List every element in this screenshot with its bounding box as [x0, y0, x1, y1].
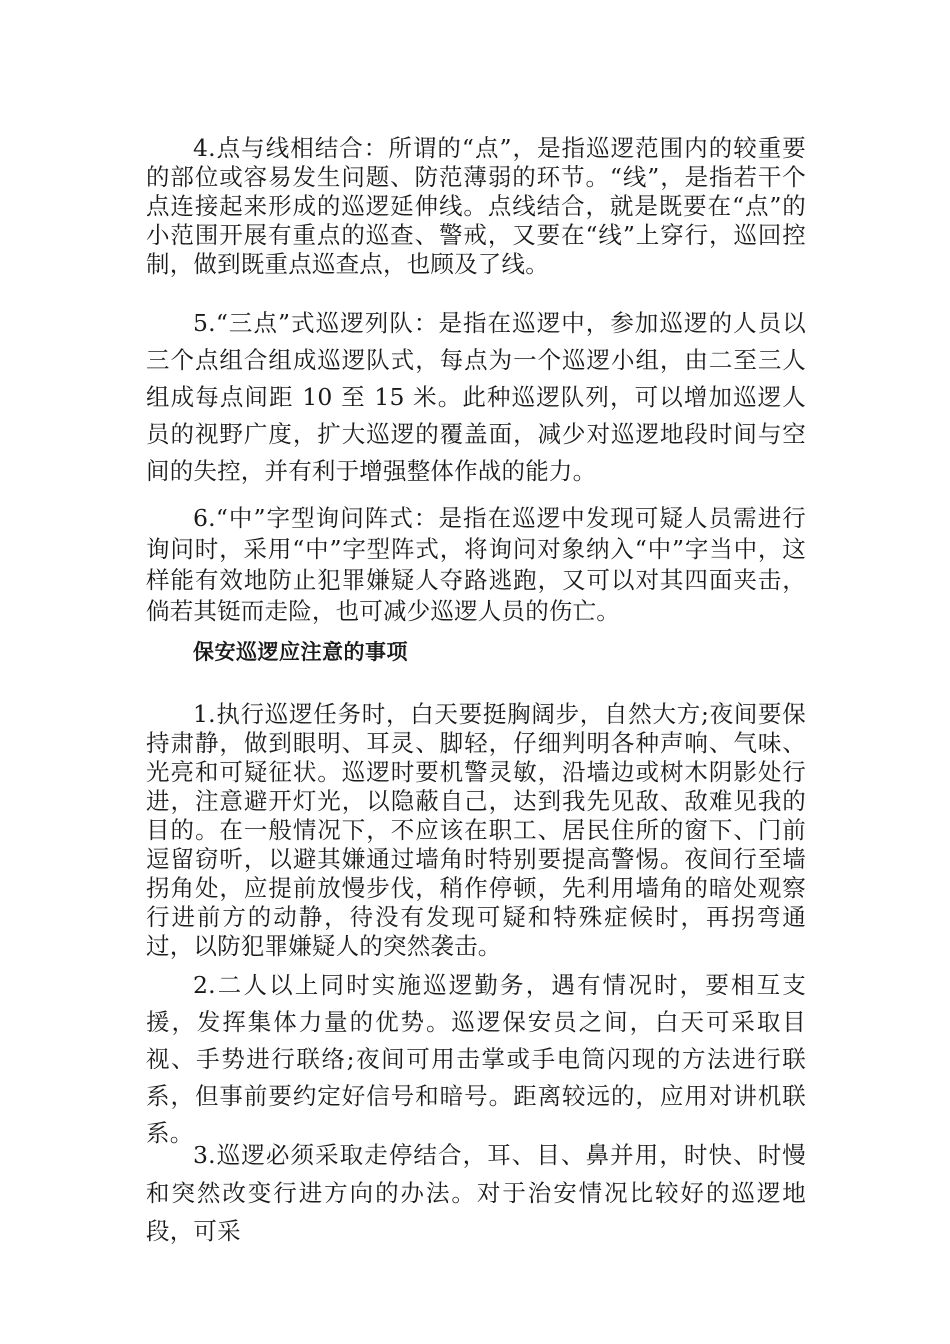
paragraph-team-support: 2.二人以上同时实施巡逻勤务，遇有情况时，要相互支援，发挥集体力量的优势。巡逻保安员之间，白天可采取目视、手势进行联络;夜间可用击掌或手电筒闪现的方法进行联系，但事前要约定好信号和暗号。距离较远的，应用对讲机联系。	[146, 971, 806, 1147]
paragraph-three-point-formation: 5.“三点”式巡逻列队：是指在巡逻中，参加巡逻的人员以三个点组合组成巡逻队式，每点为一个巡逻小组，由二至三人组成每点间距 10 至 15 米。此种巡逻队列，可以增加巡逻人员的视野广度，扩大巡逻的覆盖面，减少对巡逻地段时间与空间的失控，并有利于增强整体作战的能力。	[146, 309, 806, 485]
paragraph-zhong-formation: 6.“中”字型询问阵式：是指在巡逻中发现可疑人员需进行询问时，采用“中”字型阵式，将询问对象纳入“中”字当中，这样能有效地防止犯罪嫌疑人夺路逃跑，又可以对其四面夹击，倘若其铤而走险，也可减少巡逻人员的伤亡。	[146, 504, 806, 625]
paragraph-point-and-line: 4.点与线相结合：所谓的“点”，是指巡逻范围内的较重要的部位或容易发生问题、防范薄弱的环节。“线”，是指若干个点连接起来形成的巡逻延伸线。点线结合，就是既要在“点”的小范围开展有重点的巡查、警戒，又要在“线”上穿行，巡回控制，做到既重点巡查点，也顾及了线。	[146, 134, 806, 278]
paragraph-patrol-conduct: 1.执行巡逻任务时，白天要挺胸阔步，自然大方;夜间要保持肃静，做到眼明、耳灵、脚轻，仔细判明各种声响、气味、光亮和可疑征状。巡逻时要机警灵敏，沿墙边或树木阴影处行进，注意避开灯光，以隐蔽自己，达到我先见敌、敌难见我的目的。在一般情况下，不应该在职工、居民住所的窗下、门前逗留窃听，以避其嫌通过墙角时特别要提高警惕。夜间行至墙拐角处，应提前放慢步伐，稍作停顿，先利用墙角的暗处观察行进前方的动静，待没有发现可疑和特殊症候时，再拐弯通过，以防犯罪嫌疑人的突然袭击。	[146, 700, 806, 960]
paragraph-walk-stop: 3.巡逻必须采取走停结合，耳、目、鼻并用，时快、时慢和突然改变行进方向的办法。对于治安情况比较好的巡逻地段，可采	[146, 1141, 806, 1245]
section-heading: 保安巡逻应注意的事项	[193, 639, 408, 664]
